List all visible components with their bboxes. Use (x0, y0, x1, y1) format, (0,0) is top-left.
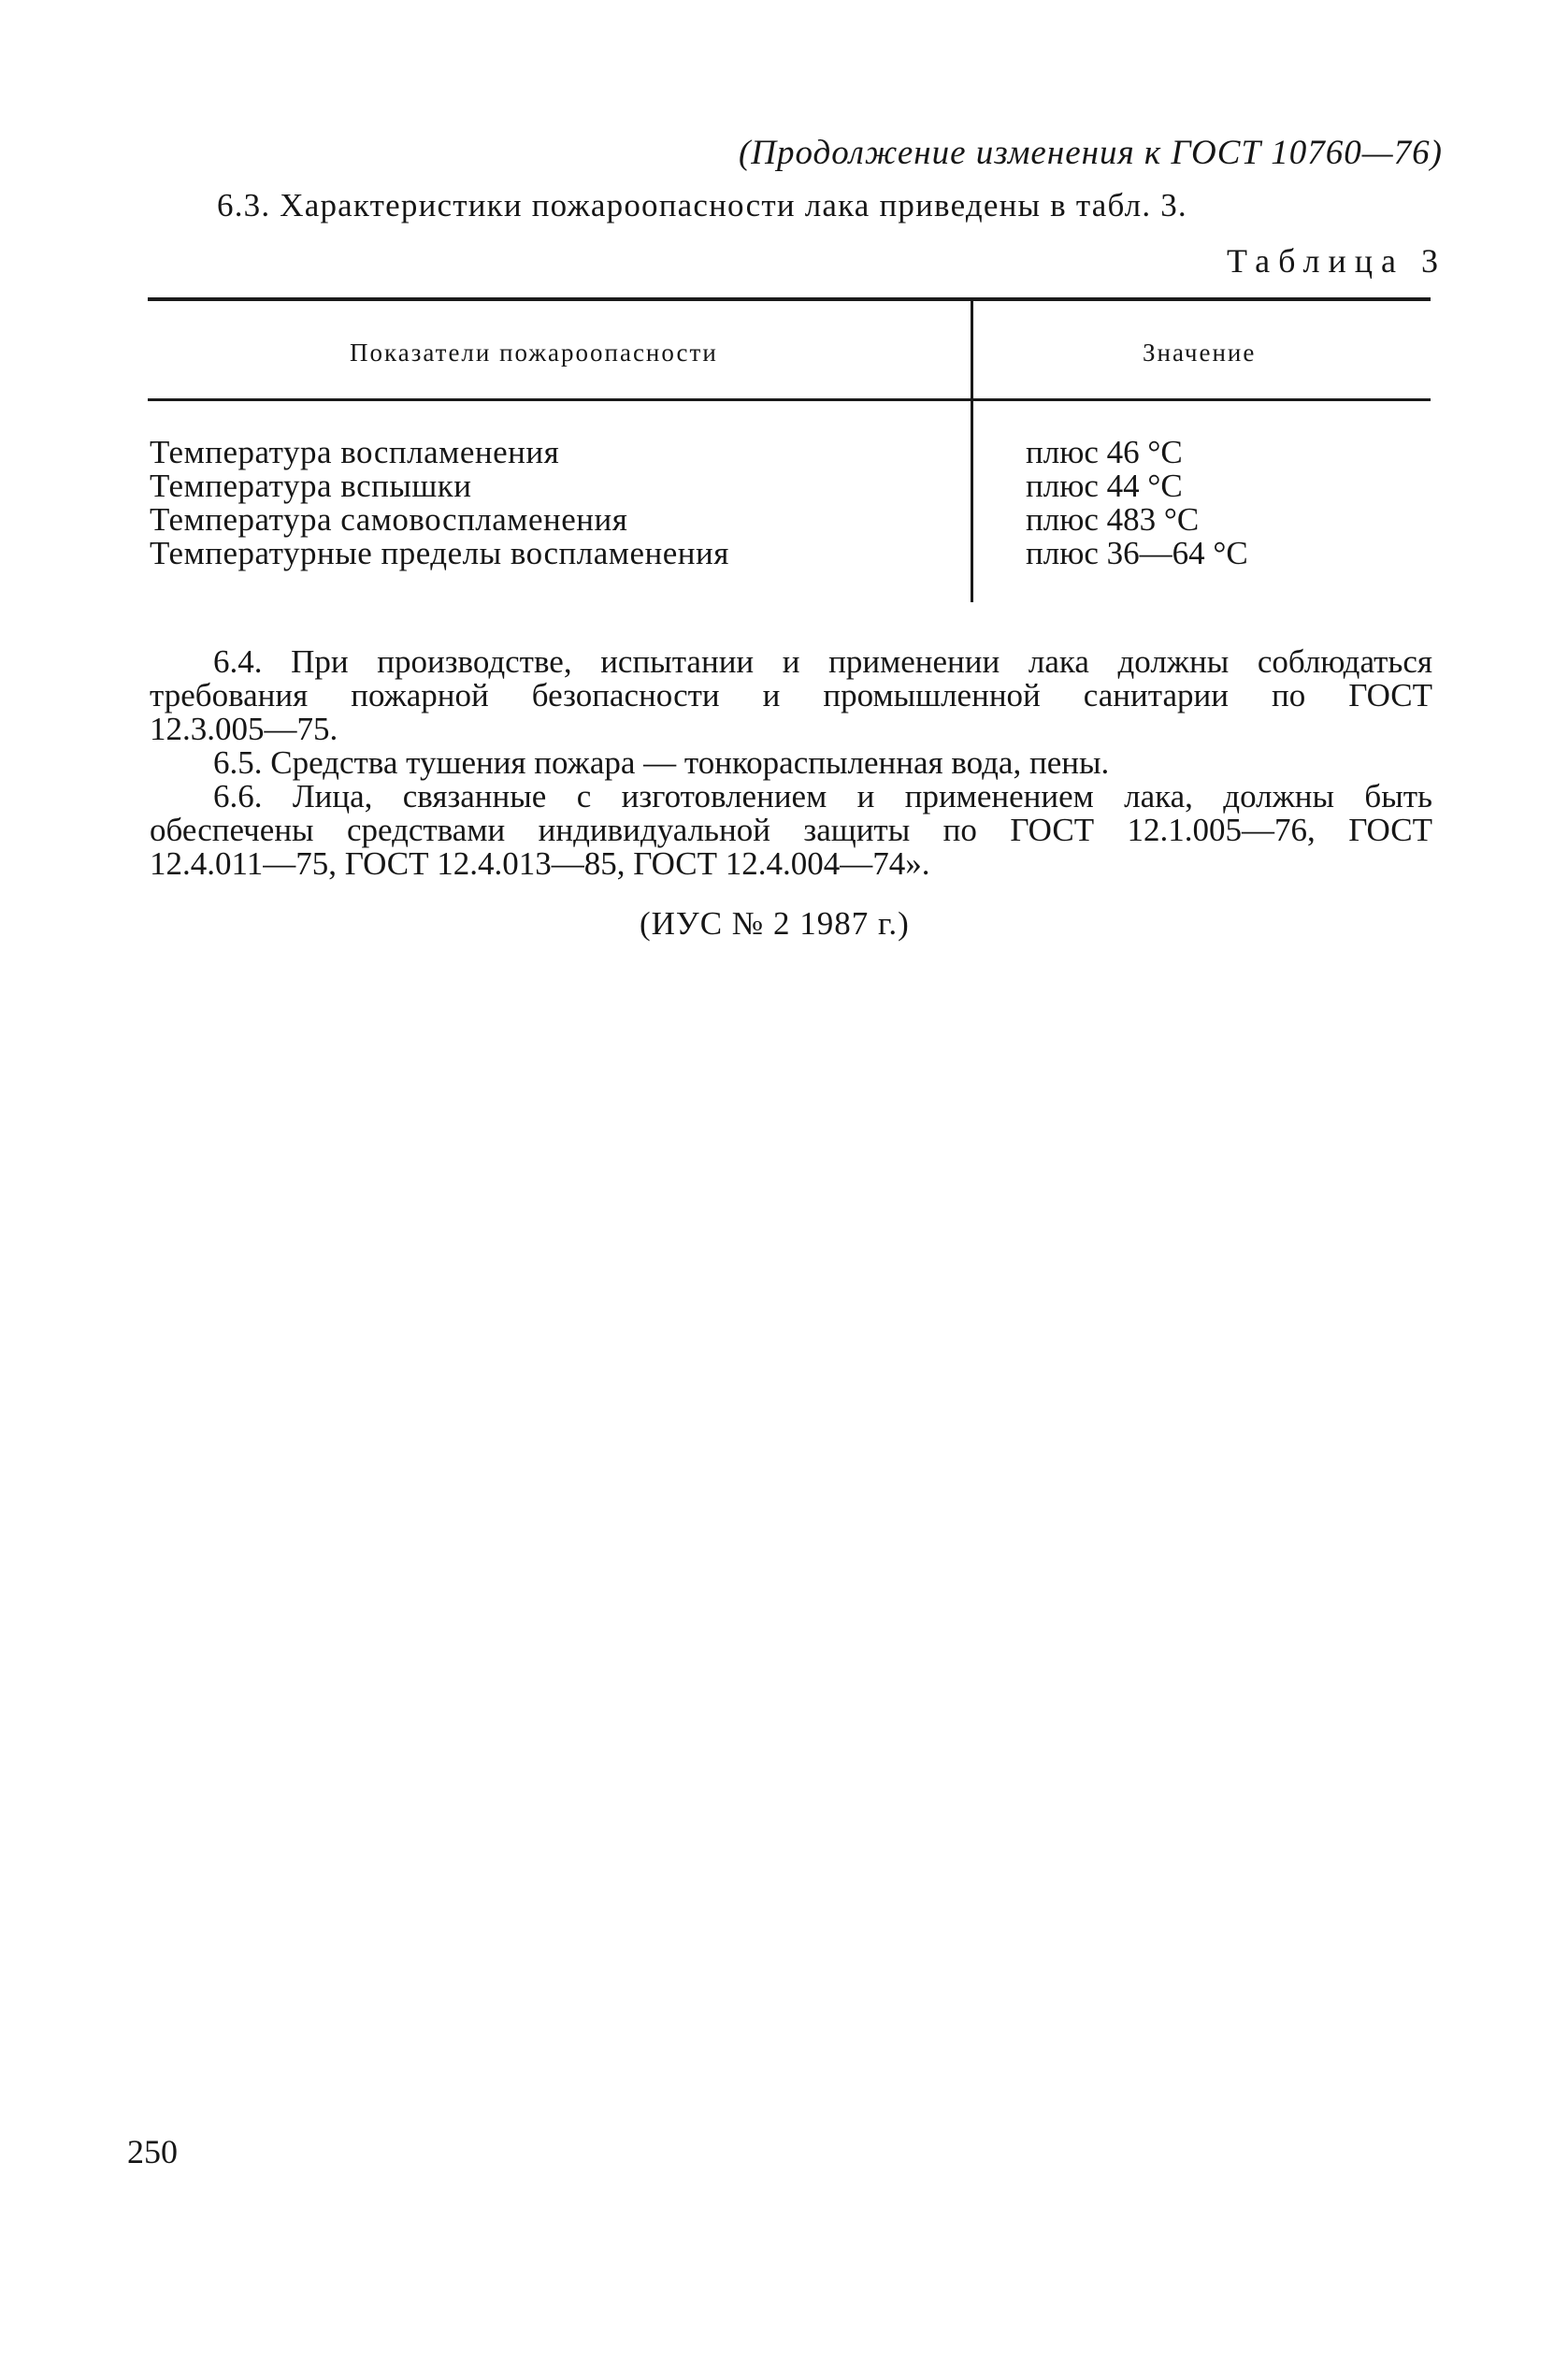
table-cell-indicator: Температура вспышки (150, 468, 472, 504)
paragraph-line: требования пожарной безопасности и промышленной санитарии по ГОСТ (150, 677, 1432, 714)
table-cell-value: плюс 36—64 °С (1026, 535, 1248, 571)
paragraph-line: 12.4.011—75, ГОСТ 12.4.013—85, ГОСТ 12.4.004—74». (150, 845, 930, 882)
paragraph-6-3: 6.3. Характеристики пожароопасности лака приведены в табл. 3. (217, 187, 1187, 223)
column-header-indicator: Показатели пожароопасности (350, 339, 718, 367)
table-cell-indicator: Температурные пределы воспламенения (150, 535, 729, 571)
page-number: 250 (127, 2133, 178, 2170)
paragraph-6-5 (150, 746, 1432, 780)
column-header-value: Значение (1143, 339, 1257, 367)
continuation-header: (Продолжение изменения к ГОСТ 10760—76) (738, 134, 1443, 172)
table-column-divider (971, 301, 973, 602)
paragraph-6-4 (150, 645, 1432, 746)
source-note: (ИУС № 2 1987 г.) (640, 905, 910, 942)
paragraph-line: 12.3.005—75. (150, 711, 338, 747)
table-caption: Таблица 3 (1227, 242, 1446, 280)
paragraph-line: 6.6. Лица, связанные с изготовлением и применением лака, должны быть (213, 778, 1432, 814)
table-cell-value: плюс 483 °С (1026, 501, 1200, 538)
paragraph-line: обеспечены средствами индивидуальной защиты по ГОСТ 12.1.005—76, ГОСТ (150, 812, 1432, 848)
table-cell-indicator: Температура самовоспламенения (150, 501, 628, 538)
table-cell-value: плюс 46 °С (1026, 434, 1183, 470)
paragraph-line: 6.5. Средства тушения пожара — тонкораспыленная вода, пены. (213, 744, 1110, 781)
paragraph-line: 6.4. При производстве, испытании и применении лака должны соблюдаться (213, 643, 1432, 680)
table-top-rule (148, 297, 1431, 301)
table-header-rule (148, 398, 1431, 401)
table-cell-indicator: Температура воспламенения (150, 434, 560, 470)
table-cell-value: плюс 44 °С (1026, 468, 1183, 504)
paragraph-6-6 (150, 780, 1432, 881)
